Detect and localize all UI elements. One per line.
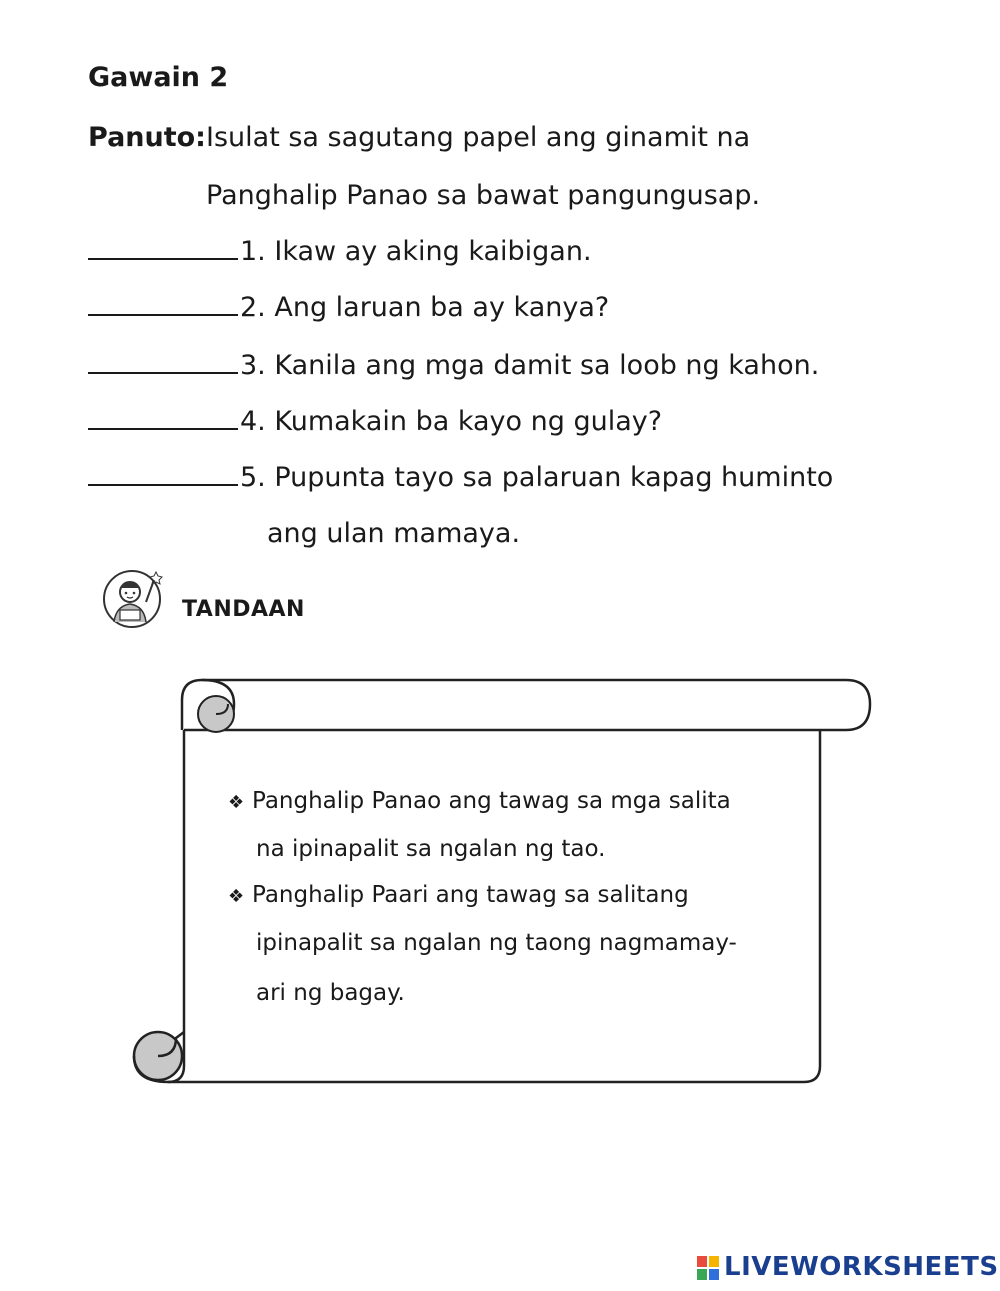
- answer-blank-3[interactable]: [88, 350, 238, 374]
- question-number: 5.: [240, 462, 266, 493]
- note-item-2: [228, 882, 689, 908]
- question-number: 1.: [240, 236, 266, 267]
- question-number: 2.: [240, 292, 266, 323]
- question-text: Kanila ang mga damit sa loob ng kahon.: [274, 350, 820, 381]
- question-item-3: [88, 350, 819, 381]
- note-item-2-line-2: ipinapalit sa ngalan ng taong nagmamay-: [256, 930, 737, 956]
- tandaan-heading: TANDAAN: [182, 597, 305, 622]
- note-item-1-line-2: na ipinapalit sa ngalan ng tao.: [256, 836, 606, 862]
- liveworksheets-brand[interactable]: LIVEWORKSHEETS: [724, 1252, 999, 1282]
- note-text: Panghalip Panao ang tawag sa mga salita: [252, 788, 731, 814]
- question-number: 4.: [240, 406, 266, 437]
- diamond-bullet-icon: ❖: [228, 792, 245, 813]
- question-text: Ang laruan ba ay kanya?: [274, 292, 610, 323]
- liveworksheets-logo-icon: [696, 1255, 720, 1281]
- question-number: 3.: [240, 350, 266, 381]
- answer-blank-4[interactable]: [88, 406, 238, 430]
- question-text: Ikaw ay aking kaibigan.: [274, 236, 592, 267]
- note-item-2-line-3: ari ng bagay.: [256, 980, 405, 1006]
- note-item-1: [228, 788, 731, 814]
- question-item-5-continuation: ang ulan mamaya.: [267, 518, 521, 549]
- worksheet-title: Gawain 2: [88, 62, 229, 93]
- question-item-4: [88, 406, 662, 437]
- question-item-1: [88, 236, 592, 267]
- instruction-line-2: Panghalip Panao sa bawat pangungusap.: [206, 180, 761, 211]
- question-item-5: [88, 462, 833, 493]
- answer-blank-2[interactable]: [88, 292, 238, 316]
- answer-blank-5[interactable]: [88, 462, 238, 486]
- question-text: Pupunta tayo sa palaruan kapag huminto: [274, 462, 834, 493]
- instruction-line-1: Isulat sa sagutang papel ang ginamit na: [206, 122, 751, 153]
- instruction-label: Panuto:: [88, 122, 206, 153]
- student-reading-icon: [102, 566, 172, 632]
- answer-blank-1[interactable]: [88, 236, 238, 260]
- question-item-2: [88, 292, 609, 323]
- diamond-bullet-icon: ❖: [228, 886, 245, 907]
- question-text: Kumakain ba kayo ng gulay?: [274, 406, 663, 437]
- note-text: Panghalip Paari ang tawag sa salitang: [252, 882, 689, 908]
